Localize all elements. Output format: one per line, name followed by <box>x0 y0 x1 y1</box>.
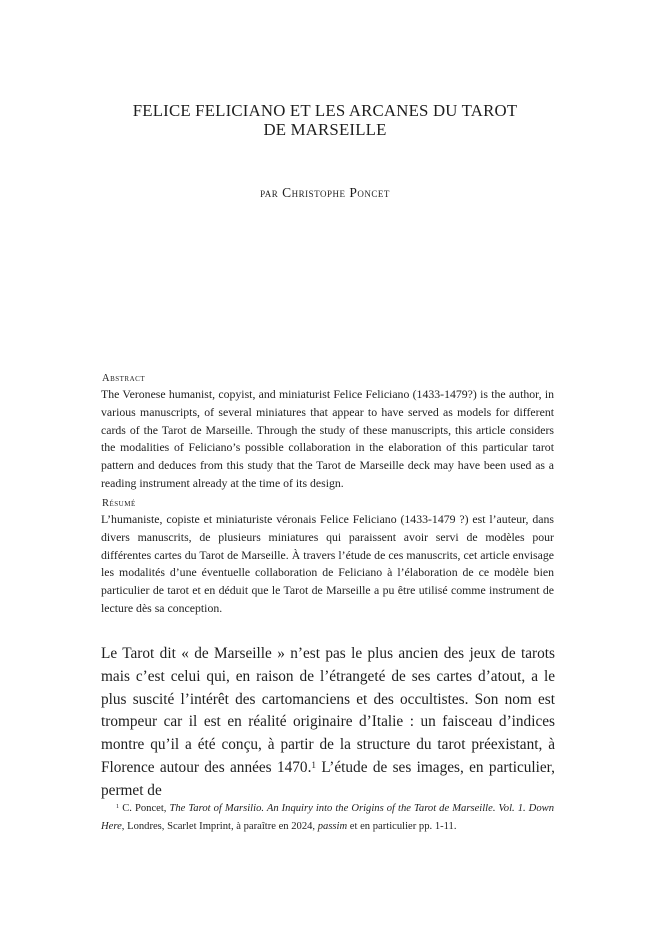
article-title-line-1: FELICE FELICIANO ET LES ARCANES DU TAROT <box>132 101 518 120</box>
footnote-passim: passim <box>317 821 348 832</box>
author-byline: par Christophe Poncet <box>260 185 390 200</box>
abstract-text: The Veronese humanist, copyist, and miniaturist Felice Feliciano (1433-1479?) is the author, in various manuscripts, of several miniatures that appear to have served as models for different cards of the Tarot de Marseille. Through the study of these manuscripts, this article considers the modalities of Feliciano’s possible collaboration in the elaboration of this particular tarot pattern and deduces from this study that the Tarot de Marseille deck may have been used as a reading instrument already at the time of its design. <box>101 387 554 490</box>
footnote-work-title: The Tarot of Marsilio. An Inquiry into the Origins of the Tarot de Marseille. Vol. 1. Down Here <box>101 803 554 832</box>
footnote-reference[interactable]: 1 <box>311 759 316 770</box>
body-paragraph <box>101 643 555 803</box>
footnote-pages: et en particulier pp. 1-11. <box>347 821 457 832</box>
body-text-continuation: L’étude de ses images, en particulier, permet de <box>101 758 555 799</box>
abstract-heading: Abstract <box>102 373 146 384</box>
article-title-line-2: DE MARSEILLE <box>263 120 387 139</box>
footnote-publication: , Londres, Scarlet Imprint, à paraître en 2024, <box>121 821 318 832</box>
footnote-author: C. Poncet, <box>119 803 170 814</box>
footnote-number: 1 <box>116 803 120 811</box>
body-text-main: Le Tarot dit « de Marseille » n’est pas le plus ancien des jeux de tarots mais c’est celui qui, en raison de l’étrangeté de ses cartes d’atout, a le plus suscité l’intérêt des cartomanciens et des occultistes. Son nom est trompeur car il est en réalité originaire d’Italie : un faisceau d’indices montre qu’il a été conçu, à partir de la structure du tarot préexistant, à Florence autour des années 1470. <box>101 645 555 776</box>
footnote <box>101 800 554 836</box>
resume-text: L’humaniste, copiste et miniaturiste véronais Felice Feliciano (1433-1479 ?) est l’auteur, dans divers manuscrits, de plusieurs miniatures qui paraissent avoir servi de modèles pour différentes cartes du Tarot de Marseille. À travers l’étude de ces manuscrits, cet article envisage les modalités d’une éventuelle collaboration de Feliciano à l’élaboration de ce modèle bien particulier de tarot et en déduit que le Tarot de Marseille a pu être utilisé comme instrument de lecture dès sa conception. <box>101 512 554 615</box>
resume-heading: Résumé <box>102 498 136 509</box>
article-title <box>0 101 650 139</box>
